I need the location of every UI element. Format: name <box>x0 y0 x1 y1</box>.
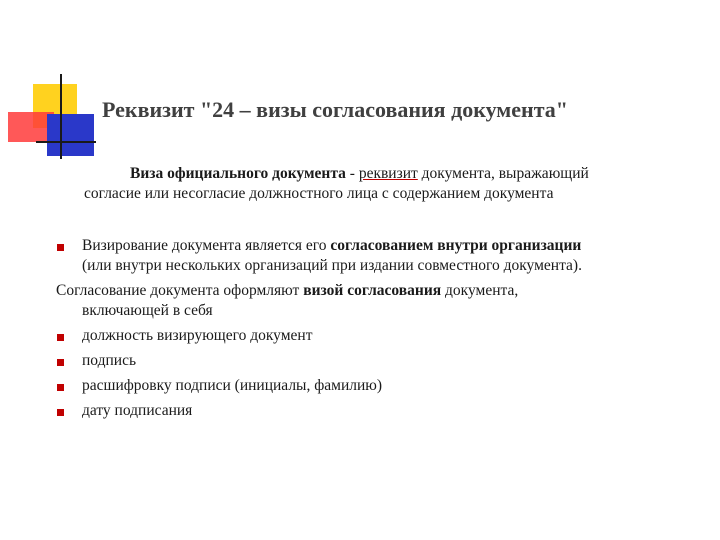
decor-blue-square <box>47 114 94 156</box>
slide-title: Реквизит "24 – визы согласования документа" <box>102 97 569 122</box>
decor-horizontal-line <box>36 141 96 143</box>
square-bullet-icon <box>57 334 64 341</box>
square-bullet-icon <box>57 409 64 416</box>
list-item <box>56 326 696 346</box>
bullet-item-visa <box>56 236 696 276</box>
bullet1-text: Визирование документа является его <box>82 237 331 254</box>
approval-post: документа, <box>441 282 519 299</box>
content-body <box>56 236 696 421</box>
list-item <box>56 376 696 396</box>
definition-dash: - <box>345 165 359 182</box>
square-bullet-icon <box>57 244 64 251</box>
square-bullet-icon <box>57 359 64 366</box>
requisite-link[interactable]: реквизит <box>358 165 418 182</box>
approval-paragraph <box>56 281 696 321</box>
definition-rest: документа, выражающий <box>417 165 589 182</box>
list-item <box>56 351 696 371</box>
square-bullet-icon <box>57 384 64 391</box>
definition-term: Виза официального документа <box>130 165 346 182</box>
list-item <box>56 401 696 421</box>
list-item-text: дату подписания <box>82 402 193 419</box>
definition-paragraph <box>84 164 694 204</box>
list-item-text: должность визирующего документ <box>82 327 313 344</box>
decor-vertical-line <box>60 74 62 159</box>
list-item-text: расшифровку подписи (инициалы, фамилию) <box>82 377 383 394</box>
approval-line2: включающей в себя <box>82 302 213 319</box>
bullet1-bold: согласованием внутри организации <box>330 237 582 254</box>
list-item-text: подпись <box>82 352 137 369</box>
approval-bold: визой согласования <box>303 282 442 299</box>
bullet1-line2: (или внутри нескольких организаций при издании совместного документа). <box>82 257 582 274</box>
approval-text: Согласование документа оформляют <box>56 282 304 299</box>
definition-line2: согласие или несогласие должностного лица с содержанием документа <box>84 185 554 202</box>
